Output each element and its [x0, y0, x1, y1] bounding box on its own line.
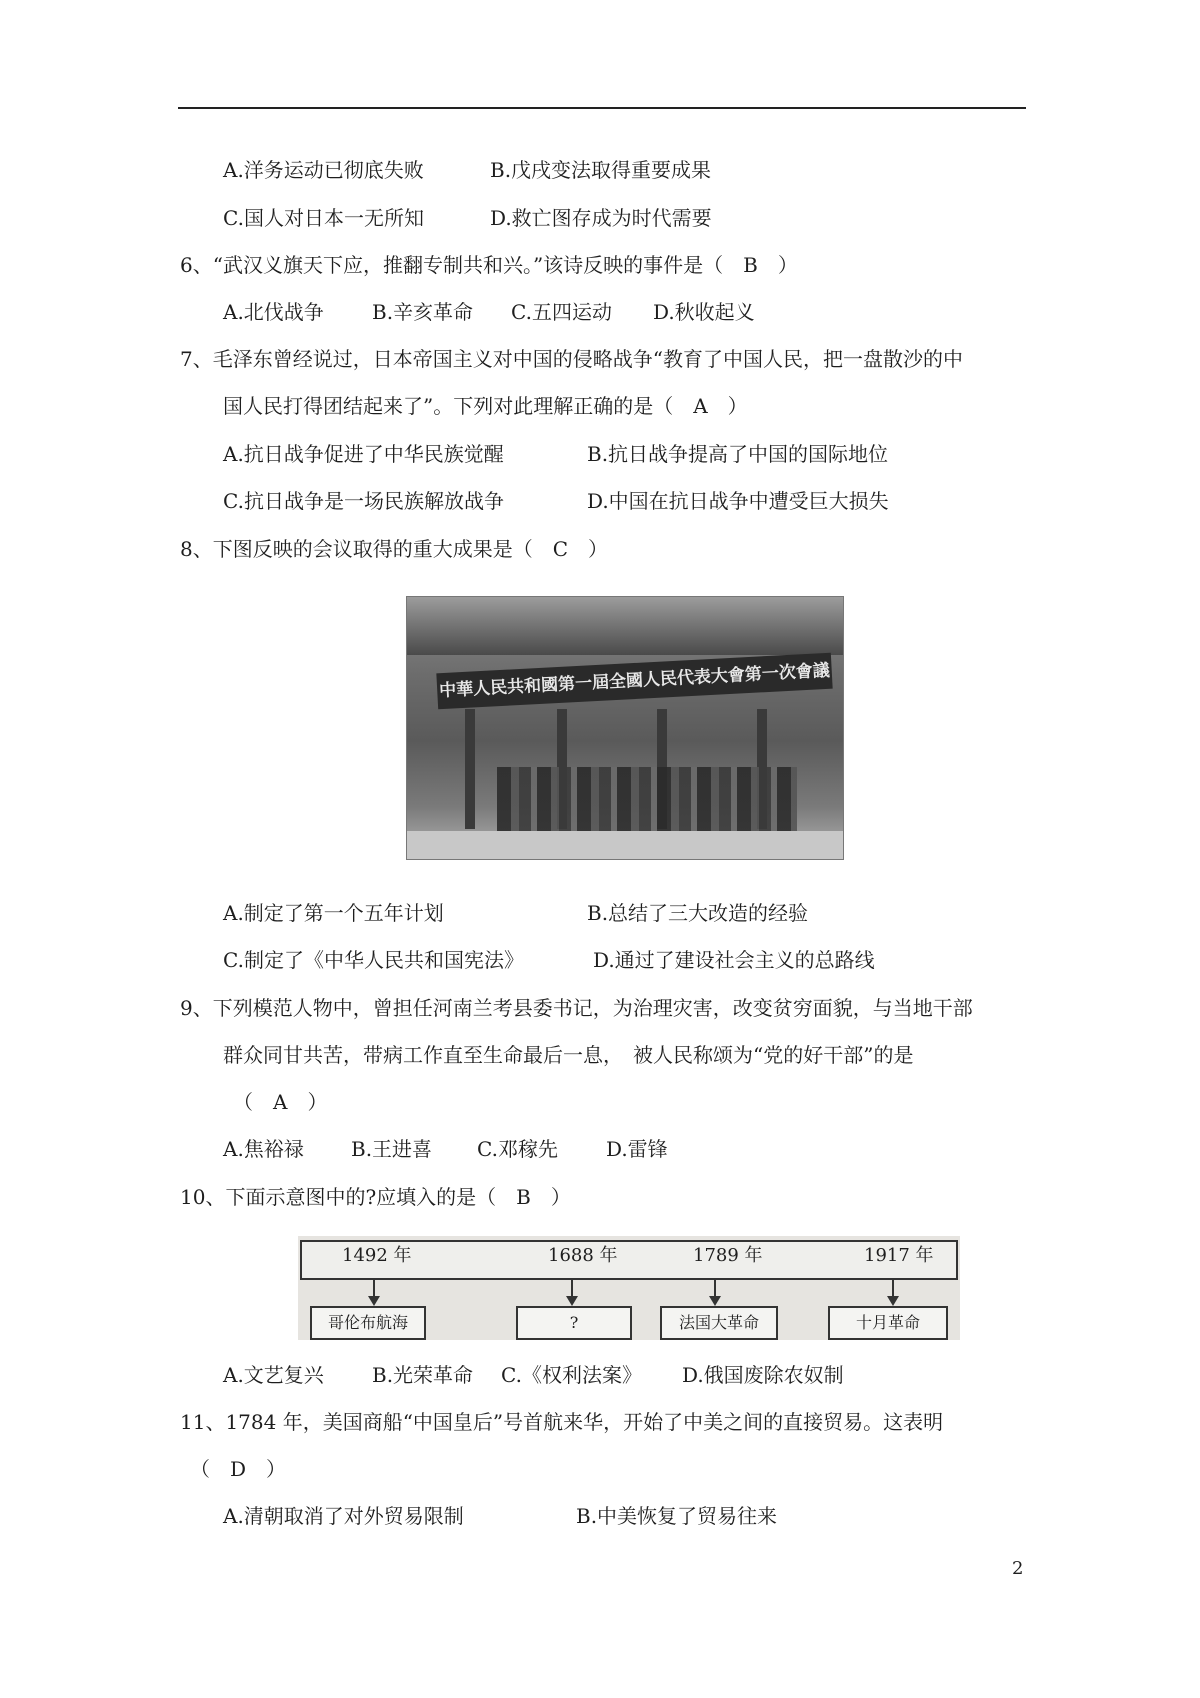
q10-option-c: C.《权利法案》 — [501, 1363, 642, 1387]
timeline-year: 1917 年 — [864, 1245, 934, 1266]
timeline-event: 十月革命 — [828, 1306, 948, 1340]
timeline-event: 哥伦布航海 — [310, 1306, 426, 1340]
q8-option-a: A.制定了第一个五年计划 — [223, 901, 444, 925]
timeline-year: 1688 年 — [548, 1245, 618, 1266]
q6-option-b: B.辛亥革命 — [372, 300, 474, 324]
timeline-arrowhead — [566, 1296, 578, 1306]
q9-option-c: C.邓稼先 — [477, 1137, 558, 1161]
q7-stem-line1: 7、毛泽东曾经说过，日本帝国主义对中国的侵略战争“教育了中国人民，把一盘散沙的中 — [180, 347, 963, 371]
header-rule — [178, 107, 1026, 109]
q9-option-b: B.王进喜 — [351, 1137, 433, 1161]
q8-stem: 8、下图反映的会议取得的重大成果是（ C ） — [180, 537, 609, 561]
timeline-year: 1789 年 — [693, 1245, 763, 1266]
q7-option-c: C.抗日战争是一场民族解放战争 — [223, 489, 504, 513]
timeline-diagram — [298, 1236, 960, 1340]
q6-option-c: C.五四运动 — [511, 300, 612, 324]
photo-crowd — [497, 767, 797, 837]
timeline-event-unknown: ? — [516, 1306, 632, 1340]
q9-option-d: D.雷锋 — [606, 1137, 668, 1161]
q7-option-a: A.抗日战争促进了中华民族觉醒 — [223, 442, 504, 466]
q8-option-b: B.总结了三大改造的经验 — [587, 901, 809, 925]
prev-option-b: B.戊戌变法取得重要成果 — [490, 158, 712, 182]
timeline-arrowhead — [887, 1296, 899, 1306]
photo-ground — [407, 831, 843, 859]
page-number: 2 — [1012, 1558, 1024, 1579]
congress-photo — [406, 596, 844, 860]
q10-option-d: D.俄国废除农奴制 — [682, 1363, 844, 1387]
q10-option-a: A.文艺复兴 — [223, 1363, 324, 1387]
q6-stem: 6、“武汉义旗天下应，推翻专制共和兴。”该诗反映的事件是（ B ） — [180, 253, 798, 277]
timeline-year: 1492 年 — [342, 1245, 412, 1266]
q6-option-a: A.北伐战争 — [223, 300, 324, 324]
timeline-arrowhead — [368, 1296, 380, 1306]
timeline-event: 法国大革命 — [660, 1306, 778, 1340]
prev-option-d: D.救亡图存成为时代需要 — [490, 206, 712, 230]
q11-stem-line1: 11、1784 年，美国商船“中国皇后”号首航来华，开始了中美之间的直接贸易。这表明 — [180, 1410, 944, 1434]
q8-option-c: C.制定了《中华人民共和国宪法》 — [223, 948, 524, 972]
q11-option-a: A.清朝取消了对外贸易限制 — [223, 1504, 464, 1528]
q9-stem-line1: 9、下列模范人物中，曾担任河南兰考县委书记，为治理灾害，改变贫穷面貌，与当地干部 — [180, 996, 973, 1020]
prev-option-a: A.洋务运动已彻底失败 — [223, 158, 424, 182]
prev-option-c: C.国人对日本一无所知 — [223, 206, 424, 230]
q7-stem-line2: 国人民打得团结起来了”。下列对此理解正确的是（ A ） — [223, 394, 748, 418]
q11-stem-line2: （ D ） — [190, 1457, 287, 1481]
photo-pillar — [465, 709, 475, 829]
q10-option-b: B.光荣革命 — [372, 1363, 474, 1387]
q9-option-a: A.焦裕禄 — [223, 1137, 304, 1161]
q7-option-d: D.中国在抗日战争中遭受巨大损失 — [587, 489, 889, 513]
photo-roof — [407, 597, 843, 655]
q6-option-d: D.秋收起义 — [653, 300, 755, 324]
q10-stem: 10、下面示意图中的?应填入的是（ B ） — [180, 1185, 571, 1209]
q8-option-d: D.通过了建设社会主义的总路线 — [593, 948, 875, 972]
q9-stem-line3: （ A ） — [233, 1090, 328, 1114]
photo-banner-text: 中華人民共和國第一屆全國人民代表大會第一次會議 — [436, 653, 832, 710]
timeline-arrowhead — [709, 1296, 721, 1306]
q9-stem-line2: 群众同甘共苦，带病工作直至生命最后一息， 被人民称颂为“党的好干部”的是 — [223, 1043, 914, 1067]
q11-option-b: B.中美恢复了贸易往来 — [576, 1504, 778, 1528]
q7-option-b: B.抗日战争提高了中国的国际地位 — [587, 442, 889, 466]
